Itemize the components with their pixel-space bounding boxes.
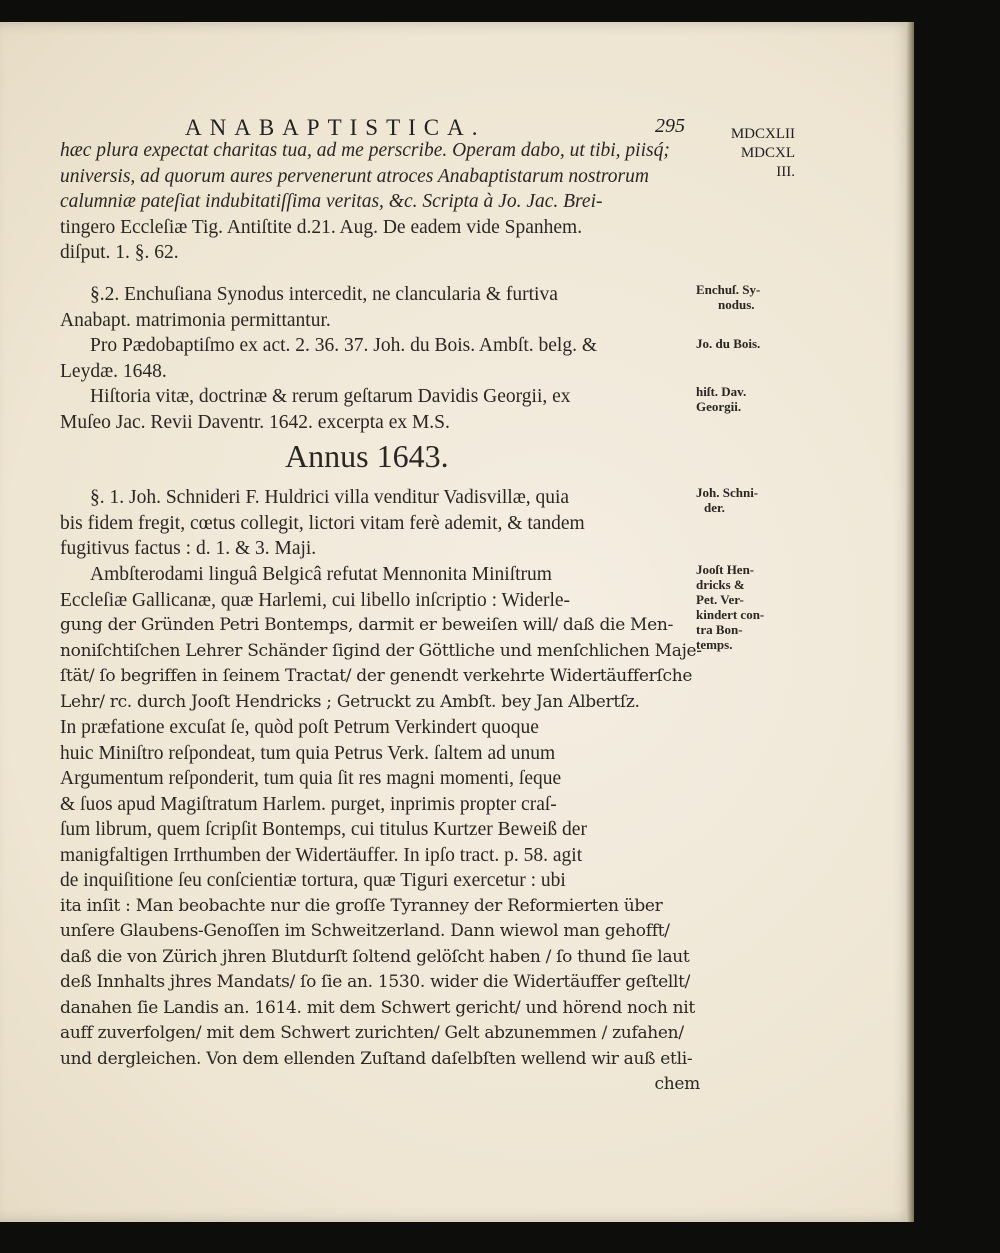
text-line: Ambſterodami linguâ Belgicâ refutat Mennonita Miniſtrum bbox=[90, 564, 552, 585]
text-line: Pro Pædobaptiſmo ex act. 2. 36. 37. Joh. du Bois. Ambſt. belg. & bbox=[90, 335, 597, 356]
paragraph-schnider bbox=[60, 485, 700, 562]
text-line: manigfaltigen Irrthumben der Widertäuffer. In ipſo tract. p. 58. agit bbox=[60, 844, 583, 866]
text-line: §.2. Enchuſiana Synodus intercedit, ne clancularia & furtiva bbox=[90, 284, 558, 305]
margin-line: Pet. Ver- bbox=[696, 592, 744, 607]
paragraph-paedobaptismo bbox=[60, 333, 700, 384]
text-line: & ſuos apud Magiſtratum Harlem. purget, inprimis propter craſ- bbox=[60, 793, 557, 815]
text-line: universis, ad quorum aures pervenerunt atroces Anabaptistarum nostrorum bbox=[60, 165, 649, 187]
margin-line: kindert con- bbox=[696, 607, 765, 622]
margin-line: Enchuſ. Sy- bbox=[696, 282, 761, 297]
text-line: In præfatione excuſat ſe, quòd poſt Petrum Verkindert quoque bbox=[60, 717, 539, 738]
year-line: MDCXL bbox=[740, 145, 795, 161]
text-line: und dergleichen. Von dem ellenden Zuſtand daſelbſten wellend wir auß etli- bbox=[60, 1048, 693, 1069]
text-line: bis fidem fregit, cœtus collegit, lictori vitam ferè ademit, & tandem bbox=[60, 512, 585, 534]
text-line: Argumentum reſponderit, tum quia ſit res magni momenti, ſeque bbox=[60, 768, 562, 789]
text-line: unſere Glaubens-Genoſſen im Schweitzerland. Dann wiewol man gehofft/ bbox=[60, 921, 670, 941]
paragraph-mennonita bbox=[60, 562, 700, 1098]
margin-note-enchusiana bbox=[696, 282, 796, 312]
margin-line: Joh. Schni- bbox=[696, 485, 759, 500]
text-line: danahen ſie Landis an. 1614. mit dem Schwert gericht/ und hörend noch nit bbox=[60, 997, 695, 1018]
text-line: huic Miniſtro reſpondeat, tum quia Petrus Verk. ſaltem ad unum bbox=[60, 742, 556, 764]
text-line: noniſchtiſchen Lehrer Schänder ſigind der Göttliche und menſchlichen Maje- bbox=[60, 640, 702, 661]
page-number: 295 bbox=[655, 115, 685, 137]
text-line: fugitivus factus : d. 1. & 3. Maji. bbox=[60, 538, 317, 559]
text-line: Lehr/ rc. durch Jooſt Hendricks ; Getruckt zu Ambſt. bey Jan Albertſz. bbox=[60, 691, 640, 712]
margin-note-schnider bbox=[696, 485, 796, 515]
margin-line: Georgii. bbox=[696, 399, 742, 414]
text-line: Leydæ. 1648. bbox=[60, 360, 167, 382]
text-line: ſum librum, quem ſcripſit Bontemps, cui titulus Kurtzer Beweiß der bbox=[60, 819, 587, 840]
text-line: deß Innhalts jhres Mandats/ ſo ſie an. 1530. wider die Widertäuffer geſtellt/ bbox=[60, 972, 691, 992]
year-margin bbox=[705, 125, 795, 182]
margin-note-georgii bbox=[696, 384, 796, 414]
margin-line: Jo. du Bois. bbox=[696, 336, 761, 351]
running-title: ANABAPTISTICA. bbox=[185, 115, 486, 140]
text-line: ita inſit : Man beobachte nur die groſſe Tyranney der Reformierten über bbox=[60, 895, 663, 916]
margin-note-hendricks bbox=[696, 562, 796, 652]
text-line: tingero Eccleſiæ Tig. Antiſtite d.21. Aug. De eadem vide Spanhem. bbox=[60, 216, 583, 238]
text-line: Hiſtoria vitæ, doctrinæ & rerum geſtarum Davidis Georgii, ex bbox=[90, 386, 571, 407]
text-line: hæc plura expectat charitas tua, ad me perscribe. Operam dabo, ut tibi, piisq́; bbox=[60, 140, 670, 161]
text-line: Anabapt. matrimonia permittantur. bbox=[60, 309, 331, 331]
margin-line: nodus. bbox=[718, 297, 755, 312]
text-line: §. 1. Joh. Schnideri F. Huldrici villa venditur Vadisvillæ, quia bbox=[90, 487, 570, 508]
year-line: III. bbox=[776, 164, 795, 180]
margin-line: Jooſt Hen- bbox=[696, 562, 755, 577]
margin-line: tra Bon- bbox=[696, 622, 743, 637]
year-line: MDCXLII bbox=[730, 126, 795, 142]
text-line: auff zuverfolgen/ mit dem Schwert zurichten/ Gelt abzunemmen / zufahen/ bbox=[60, 1023, 684, 1043]
text-line: Muſeo Jac. Revii Daventr. 1642. excerpta ex M.S. bbox=[60, 411, 450, 433]
paragraph-historia bbox=[60, 384, 700, 435]
text-line: gung der Gründen Petri Bontemps, darmit er beweiſen will/ daß die Men- bbox=[60, 615, 674, 635]
text-line: Eccleſiæ Gallicanæ, quæ Harlemi, cui libello inſcriptio : Widerle- bbox=[60, 589, 571, 611]
margin-line: temps. bbox=[696, 637, 733, 652]
paragraph-letter bbox=[60, 138, 700, 266]
catchword: chem bbox=[654, 1074, 700, 1094]
paragraph-enchusiana bbox=[60, 282, 700, 333]
margin-line: hiſt. Dav. bbox=[696, 384, 747, 399]
text-line: diſput. 1. §. 62. bbox=[60, 242, 179, 263]
text-line: daß die von Zürich jhren Blutdurſt ſoltend gelöſcht haben / ſo thund ſie laut bbox=[60, 946, 690, 967]
text-line: calumniæ pateſiat indubitatiſſima veritas, &c. Scripta à Jo. Jac. Brei- bbox=[60, 191, 603, 212]
margin-line: der. bbox=[704, 500, 725, 515]
text-line: de inquiſitione ſeu conſcientiæ tortura, quæ Tiguri exercetur : ubi bbox=[60, 870, 566, 891]
section-heading-annus: Annus 1643. bbox=[285, 438, 449, 474]
page-edge bbox=[906, 22, 914, 1222]
margin-note-du-bois bbox=[696, 336, 796, 351]
text-line: ſtät/ ſo begriffen in ſeinem Tractat/ der genendt verkehrte Widertäufferſche bbox=[60, 666, 693, 686]
margin-line: dricks & bbox=[696, 577, 745, 592]
